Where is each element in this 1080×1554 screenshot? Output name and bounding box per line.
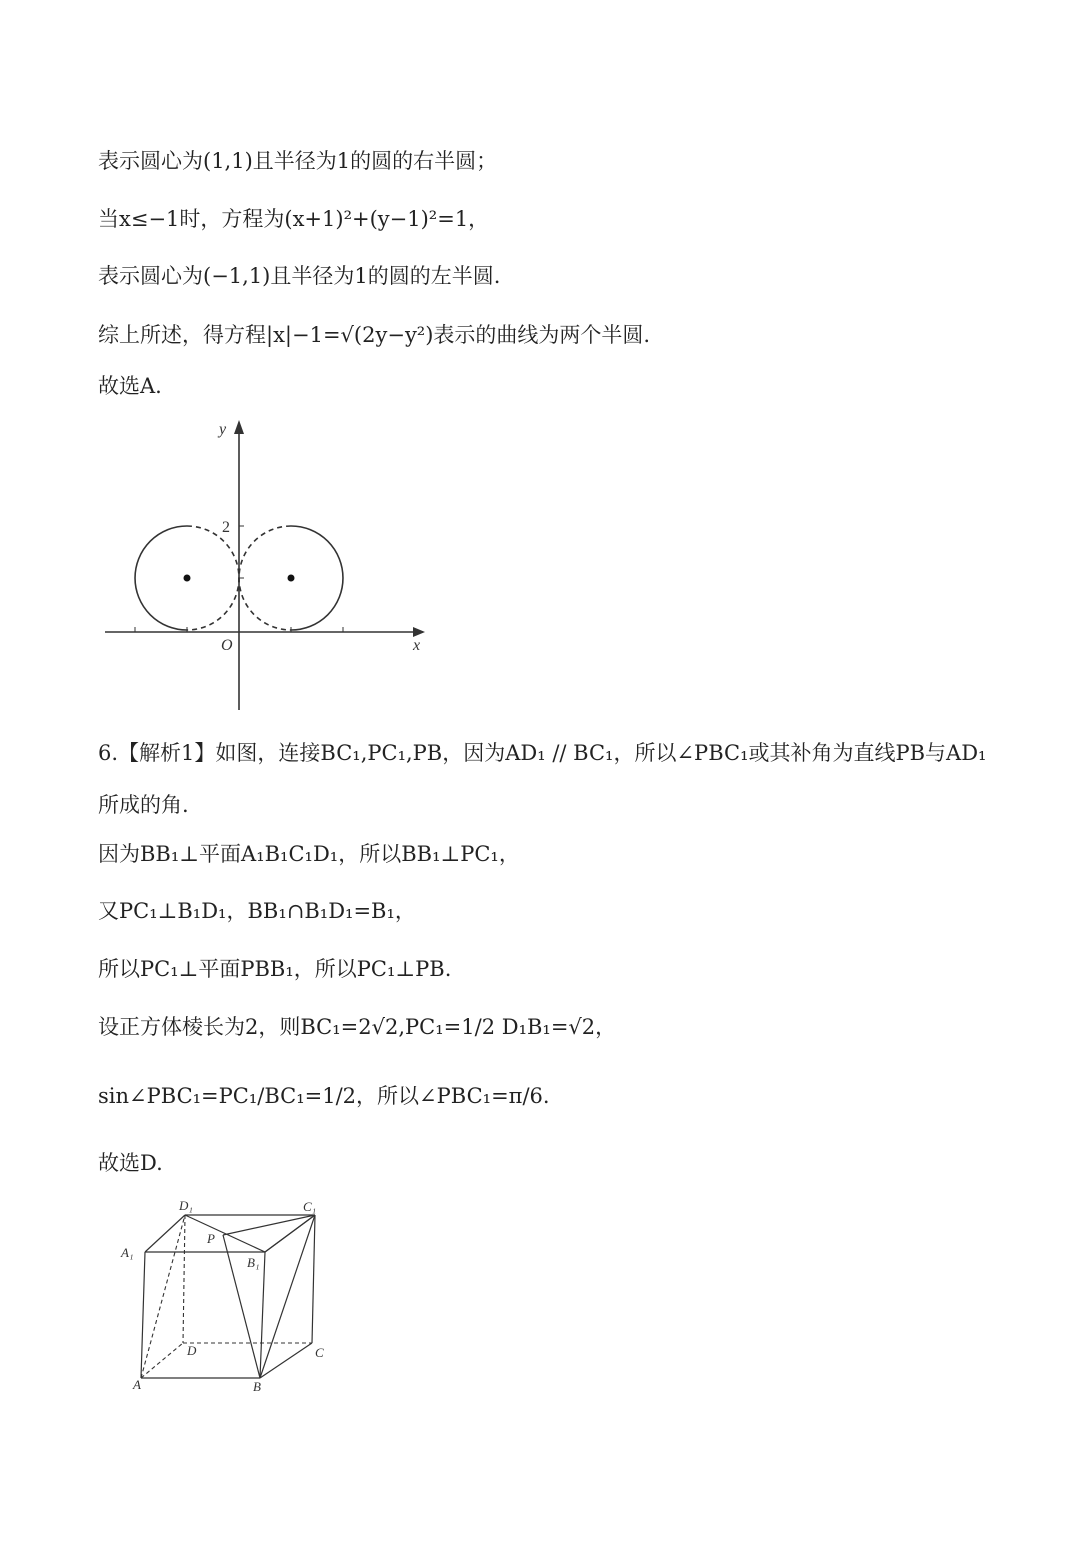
- hidden-edge-A-D: [141, 1343, 183, 1378]
- text-line-6-5: 所以PC₁⊥平面PBB₁，所以PC₁⊥PB.: [98, 957, 452, 981]
- segment-D1-B1: [185, 1215, 265, 1252]
- vertex-label-C: C: [315, 1345, 324, 1360]
- y-axis-label: y: [219, 421, 227, 438]
- y-tick-label-2: 2: [222, 519, 230, 536]
- vertex-label-C1: C₁: [303, 1199, 317, 1214]
- left-semicircle-solid: [135, 526, 187, 630]
- edge-C-C1: [312, 1215, 315, 1343]
- text-line-6-4: 又PC₁⊥B₁D₁，BB₁∩B₁D₁=B₁，: [98, 899, 416, 923]
- semicircle-graph-figure: [95, 410, 435, 715]
- y-axis-arrow-icon: [234, 420, 244, 434]
- left-semicircle-dashed: [187, 526, 239, 630]
- text-line-6-3: 因为BB₁⊥平面A₁B₁C₁D₁，所以BB₁⊥PC₁，: [98, 842, 520, 866]
- vertex-label-P: P: [207, 1231, 215, 1246]
- vertex-label-B1: B₁: [247, 1255, 260, 1270]
- x-axis-label: x: [413, 637, 421, 654]
- right-semicircle-solid: [291, 526, 343, 630]
- cube-figure: [115, 1195, 345, 1395]
- vertex-label-A1: A₁: [121, 1245, 134, 1260]
- edge-A1-D1: [145, 1215, 185, 1252]
- hidden-edge-D-D1: [183, 1215, 185, 1343]
- right-center-point: [288, 575, 295, 582]
- hidden-segment-A-D1: [141, 1215, 185, 1378]
- vertex-label-B: B: [253, 1379, 261, 1394]
- text-line-5-4: 综上所述，得方程|x|−1=√(2y−y²)表示的曲线为两个半圆.: [98, 323, 651, 347]
- text-line-5-1: 表示圆心为(1,1)且半径为1的圆的右半圆；: [98, 149, 498, 173]
- left-center-point: [184, 575, 191, 582]
- text-line-6-6: 设正方体棱长为2，则BC₁=2√2,PC₁=1/2 D₁B₁=√2，: [98, 1015, 617, 1039]
- text-line-5-5: 故选A.: [98, 374, 162, 398]
- segment-B-C1: [260, 1215, 315, 1378]
- edge-B-C: [260, 1343, 312, 1378]
- text-line-6-8: 故选D.: [98, 1151, 163, 1175]
- text-line-6-1: 6.【解析1】如图，连接BC₁,PC₁,PB，因为AD₁ // BC₁，所以∠PBC₁或其补角为直线PB与AD₁: [98, 741, 987, 765]
- x-axis-arrow-icon: [413, 627, 425, 637]
- text-line-6-7: sin∠PBC₁=PC₁/BC₁=1/2，所以∠PBC₁=π/6.: [98, 1084, 550, 1108]
- vertex-label-D: D: [187, 1343, 197, 1358]
- edge-A-A1: [141, 1252, 145, 1378]
- origin-label: O: [221, 637, 233, 654]
- text-line-5-3: 表示圆心为(−1,1)且半径为1的圆的左半圆.: [98, 264, 501, 288]
- edge-B-B1: [260, 1252, 265, 1378]
- vertex-label-D1: D₁: [179, 1198, 193, 1213]
- vertex-label-A: A: [133, 1377, 141, 1392]
- text-line-5-2: 当x≤−1时，方程为(x+1)²+(y−1)²=1，: [98, 207, 490, 231]
- text-line-6-2: 所成的角.: [98, 793, 189, 817]
- right-semicircle-dashed: [239, 526, 291, 630]
